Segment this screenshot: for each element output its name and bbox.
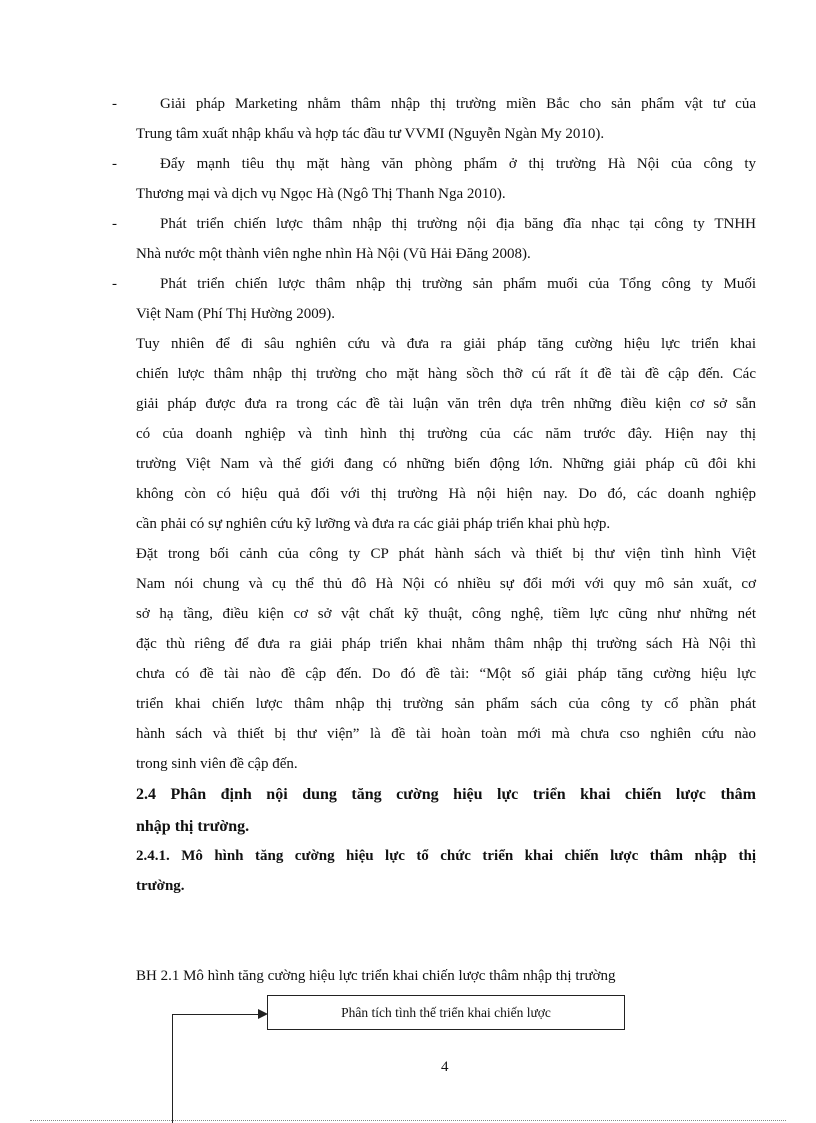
bullet-dash: - xyxy=(112,96,117,112)
bullet-line: Phát triển chiến lược thâm nhập thị trường nội địa băng đĩa nhạc tại công ty TNHH xyxy=(160,216,756,232)
paragraph-line: giải pháp được đưa ra trong các đề tài luận văn trên dựa trên những điều kiện cơ sở sẵn xyxy=(136,396,756,412)
paragraph-line: sở hạ tầng, điều kiện cơ sở vật chất kỹ thuật, công nghệ, tiềm lực cũng như những nét xyxy=(136,606,756,622)
bullet-dash: - xyxy=(112,156,117,172)
paragraph-line: Nam nói chung và cụ thể thủ đô Hà Nội có nhiều sự đổi mới với quy mô sản xuất, cơ xyxy=(136,576,756,592)
paragraph-line: chưa có đề tài nào đề cập đến. Do đó đề tài: “Một số giải pháp tăng cường hiệu lực xyxy=(136,666,756,682)
paragraph-line: Đặt trong bối cảnh của công ty CP phát hành sách và thiết bị thư viện tình hình Việt xyxy=(136,546,756,562)
bullet-line: Đẩy mạnh tiêu thụ mặt hàng văn phòng phẩm ở thị trường Hà Nội của công ty xyxy=(160,156,756,172)
bullet-line: Việt Nam (Phí Thị Hường 2009). xyxy=(136,306,336,322)
paragraph-line: trong sinh viên đề cập đến. xyxy=(136,756,298,772)
diagram-connector-horizontal xyxy=(172,1014,260,1015)
paragraph-line: có của doanh nghiệp và tình hình thị trường của các năm trước đây. Hiện nay thị xyxy=(136,426,756,442)
figure-caption: BH 2.1 Mô hình tăng cường hiệu lực triển khai chiến lược thâm nhập thị trường xyxy=(136,968,616,984)
subsection-heading: 2.4.1. Mô hình tăng cường hiệu lực tổ chức triển khai chiến lược thâm nhập thị xyxy=(136,848,756,864)
paragraph-line: trường Việt Nam và thế giới đang có những biến động lớn. Những giải pháp cũ đôi khi xyxy=(136,456,756,472)
page-bottom-divider xyxy=(30,1120,786,1121)
bullet-line: Phát triển chiến lược thâm nhập thị trường sản phẩm muối của Tổng công ty Muối xyxy=(160,276,756,292)
diagram-box xyxy=(267,995,625,1030)
section-heading: 2.4 Phân định nội dung tăng cường hiệu lực triển khai chiến lược thâm xyxy=(136,786,756,803)
paragraph-line: triển khai chiến lược thâm nhập thị trường sản phẩm sách của công ty cổ phần phát xyxy=(136,696,756,712)
subsection-heading: trường. xyxy=(136,878,185,894)
bullet-dash: - xyxy=(112,276,117,292)
bullet-line: Nhà nước một thành viên nghe nhìn Hà Nội (Vũ Hải Đăng 2008). xyxy=(136,246,531,262)
paragraph-line: cần phải có sự nghiên cứu kỹ lưỡng và đưa ra các giải pháp triển khai phù hợp. xyxy=(136,516,611,532)
paragraph-line: đặc thù riêng để đưa ra giải pháp triển khai nhằm thâm nhập thị trường sách Hà Nội thì xyxy=(136,636,756,652)
page-number: 4 xyxy=(441,1059,449,1075)
bullet-line: Trung tâm xuất nhập khẩu và hợp tác đầu tư VVMI (Nguyễn Ngàn My 2010). xyxy=(136,126,605,142)
paragraph-line: không còn có hiệu quả đối với thị trường Hà nội hiện nay. Do đó, các doanh nghiệp xyxy=(136,486,756,502)
diagram-box-label: Phân tích tình thế triển khai chiến lược xyxy=(341,1004,551,1020)
paragraph-line: hành sách và thiết bị thư viện” là đề tài hoàn toàn mới mà chưa cso nghiên cứu nào xyxy=(136,726,756,742)
bullet-line: Giải pháp Marketing nhằm thâm nhập thị trường miền Bắc cho sản phẩm vật tư của xyxy=(160,96,756,112)
bullet-dash: - xyxy=(112,216,117,232)
arrow-right-icon xyxy=(258,1009,268,1019)
paragraph-line: Tuy nhiên để đi sâu nghiên cứu và đưa ra giải pháp tăng cường hiệu lực triển khai xyxy=(136,336,756,352)
diagram-connector-vertical xyxy=(172,1014,173,1123)
paragraph-line: chiến lược thâm nhập thị trường cho mặt hàng sồch thỡ cú rất ít đề tài đề cập đến. Các xyxy=(136,366,756,382)
bullet-line: Thương mại và dịch vụ Ngọc Hà (Ngô Thị Thanh Nga 2010). xyxy=(136,186,506,202)
section-heading: nhập thị trường. xyxy=(136,818,250,835)
